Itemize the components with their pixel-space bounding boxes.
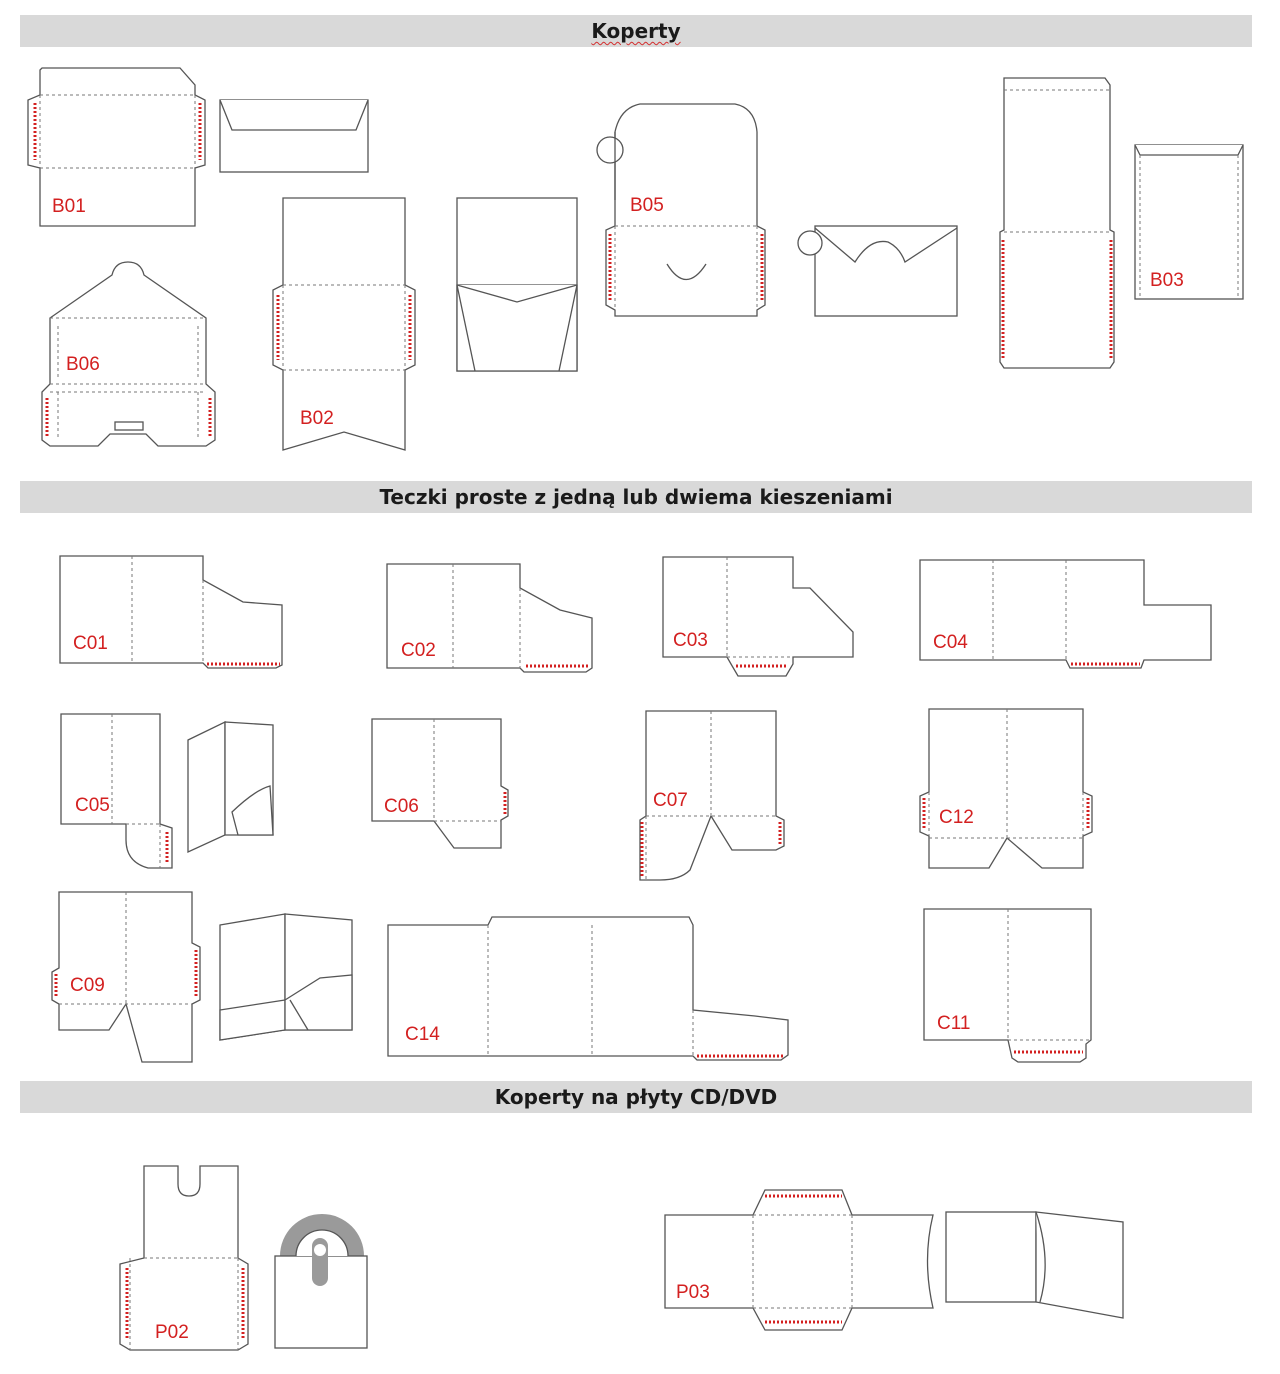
cd-sleeve-p03-preview (946, 1212, 1123, 1318)
section-title-koperty: Koperty (591, 19, 681, 43)
label-b02: B02 (300, 408, 334, 429)
envelope-b05-preview (798, 226, 957, 316)
folder-c09-preview (220, 914, 352, 1040)
template-c02 (387, 564, 592, 672)
label-b05: B05 (630, 195, 664, 216)
template-p02 (120, 1166, 248, 1350)
label-c03: C03 (673, 630, 708, 651)
template-b05 (597, 104, 765, 316)
folder-c05-preview (188, 722, 273, 852)
label-b01: B01 (52, 196, 86, 217)
label-c02: C02 (401, 640, 436, 661)
label-c06: C06 (384, 796, 419, 817)
section-title-teczki: Teczki proste z jedną lub dwiema kieszeniami (379, 485, 893, 509)
template-b06 (42, 262, 215, 446)
label-c04: C04 (933, 632, 968, 653)
template-c03 (663, 557, 853, 676)
template-c05 (61, 714, 172, 868)
label-c14: C14 (405, 1024, 440, 1045)
template-c12 (920, 709, 1092, 868)
template-p03 (665, 1190, 933, 1330)
label-c07: C07 (653, 790, 688, 811)
section-title-cd: Koperty na płyty CD/DVD (494, 1085, 778, 1109)
label-p02: P02 (155, 1322, 189, 1343)
template-c04 (920, 560, 1211, 668)
envelope-b01-preview (220, 100, 368, 172)
label-b06: B06 (66, 354, 100, 375)
label-p03: P03 (676, 1282, 710, 1303)
cd-sleeve-p02-preview (275, 1214, 367, 1348)
template-c01 (60, 556, 282, 668)
template-b02 (273, 198, 415, 450)
label-c05: C05 (75, 795, 110, 816)
template-c06 (372, 719, 508, 848)
label-b03: B03 (1150, 270, 1184, 291)
label-c12: C12 (939, 807, 974, 828)
label-c01: C01 (73, 633, 108, 654)
envelope-b02-preview (457, 198, 577, 371)
label-c09: C09 (70, 975, 105, 996)
template-b03 (1000, 78, 1114, 368)
template-c11 (924, 909, 1091, 1062)
template-c07 (640, 711, 784, 880)
template-b01 (28, 68, 205, 226)
template-c09 (52, 892, 200, 1062)
template-c14 (388, 917, 788, 1060)
envelope-b03-preview (1135, 145, 1243, 299)
label-c11: C11 (937, 1013, 971, 1034)
